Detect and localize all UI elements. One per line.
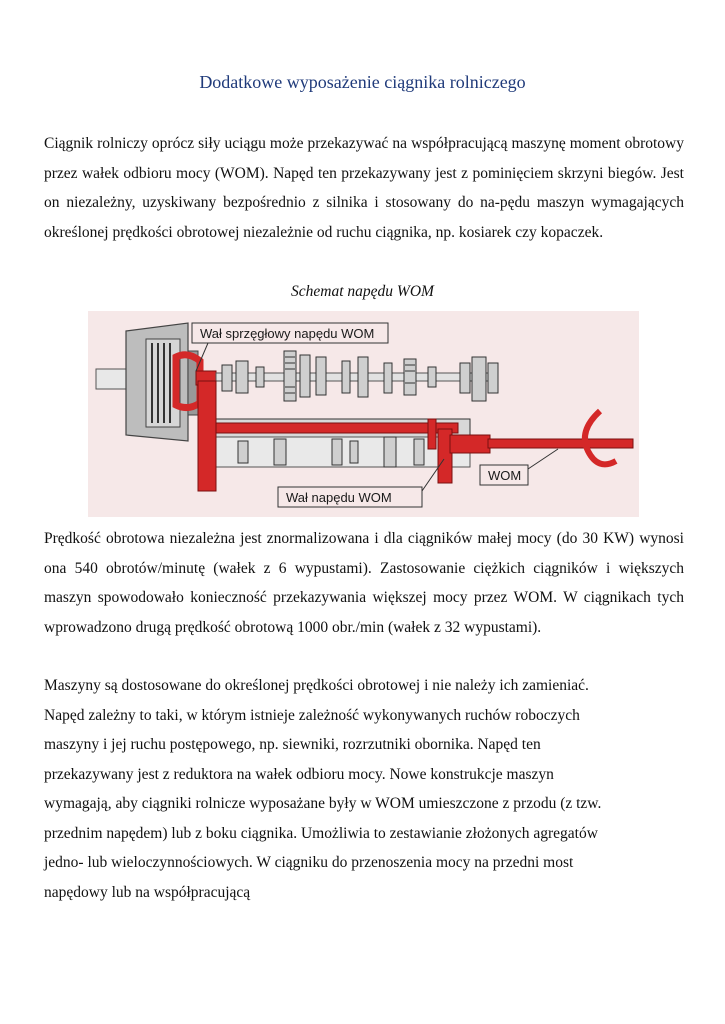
wom-drive-diagram: [88, 311, 639, 517]
document-title: Dodatkowe wyposażenie ciągnika rolniczego: [199, 72, 526, 92]
paragraph-3-line: wymagają, aby ciągniki rolnicze wyposażane były w WOM umieszczone z przodu (z tzw.: [44, 795, 602, 812]
paragraph-3-line: jedno- lub wieloczynnościowych. W ciągniku do przenoszenia mocy na przedni most: [44, 854, 574, 871]
label-wom-text: WOM: [488, 468, 522, 483]
paragraph-3: [44, 671, 684, 907]
paragraph-3-line: napędowy lub na współpracującą: [44, 883, 251, 901]
paragraph-3-line: Maszyny są dostosowane do określonej prędkości obrotowej i nie należy ich zamieniać.: [44, 677, 589, 694]
label-clutch-shaft-text: Wał sprzęgłowy napędu WOM: [200, 326, 375, 341]
paragraph-3-line: maszyny i jej ruchu postępowego, np. siewniki, rozrzutniki obornika. Napęd ten: [44, 736, 541, 753]
label-wom-drive-text: Wał napędu WOM: [286, 490, 392, 505]
paragraph-3-line: przednim napędem) lub z boku ciągnika. Umożliwia to zestawianie złożonych agregatów: [44, 824, 598, 842]
paragraph-3-line: przekazywany jest z reduktora na wałek odbioru mocy. Nowe konstrukcje maszyn: [44, 765, 554, 783]
paragraph-1: Ciągnik rolniczy oprócz siły uciągu może przekazywać na współpracującą maszynę moment obrotowy przez wałek odbioru mocy (WOM). Napęd ten przekazywany jest z pominięciem skrzyni biegów. Jest on niezależny, uzyskiwany bezpośrednio z silnika i stosowany do na-pędu maszyn wymagających określonej prędkości obrotowej niezależnie od ruchu ciągnika, np. kosiarek czy kopaczek.: [44, 135, 684, 241]
paragraph-3-line: Napęd zależny to taki, w którym istnieje zależność wykonywanych ruchów roboczych: [44, 706, 580, 724]
clutch-housing: [126, 323, 198, 441]
paragraph-2: Prędkość obrotowa niezależna jest znormalizowana i dla ciągników małej mocy (do 30 KW) wynosi ona 540 obrotów/minutę (wałek z 6 wypustami). Zastosowanie ciężkich ciągników i większych maszyn spowodowało konieczność przekazywania większej mocy przez WOM. W ciągnikach tych wprowadzono drugą prędkość obrotową 1000 obr./min (wałek z 32 wypustami).: [44, 530, 684, 636]
figure-caption: Schemat napędu WOM: [291, 283, 434, 300]
